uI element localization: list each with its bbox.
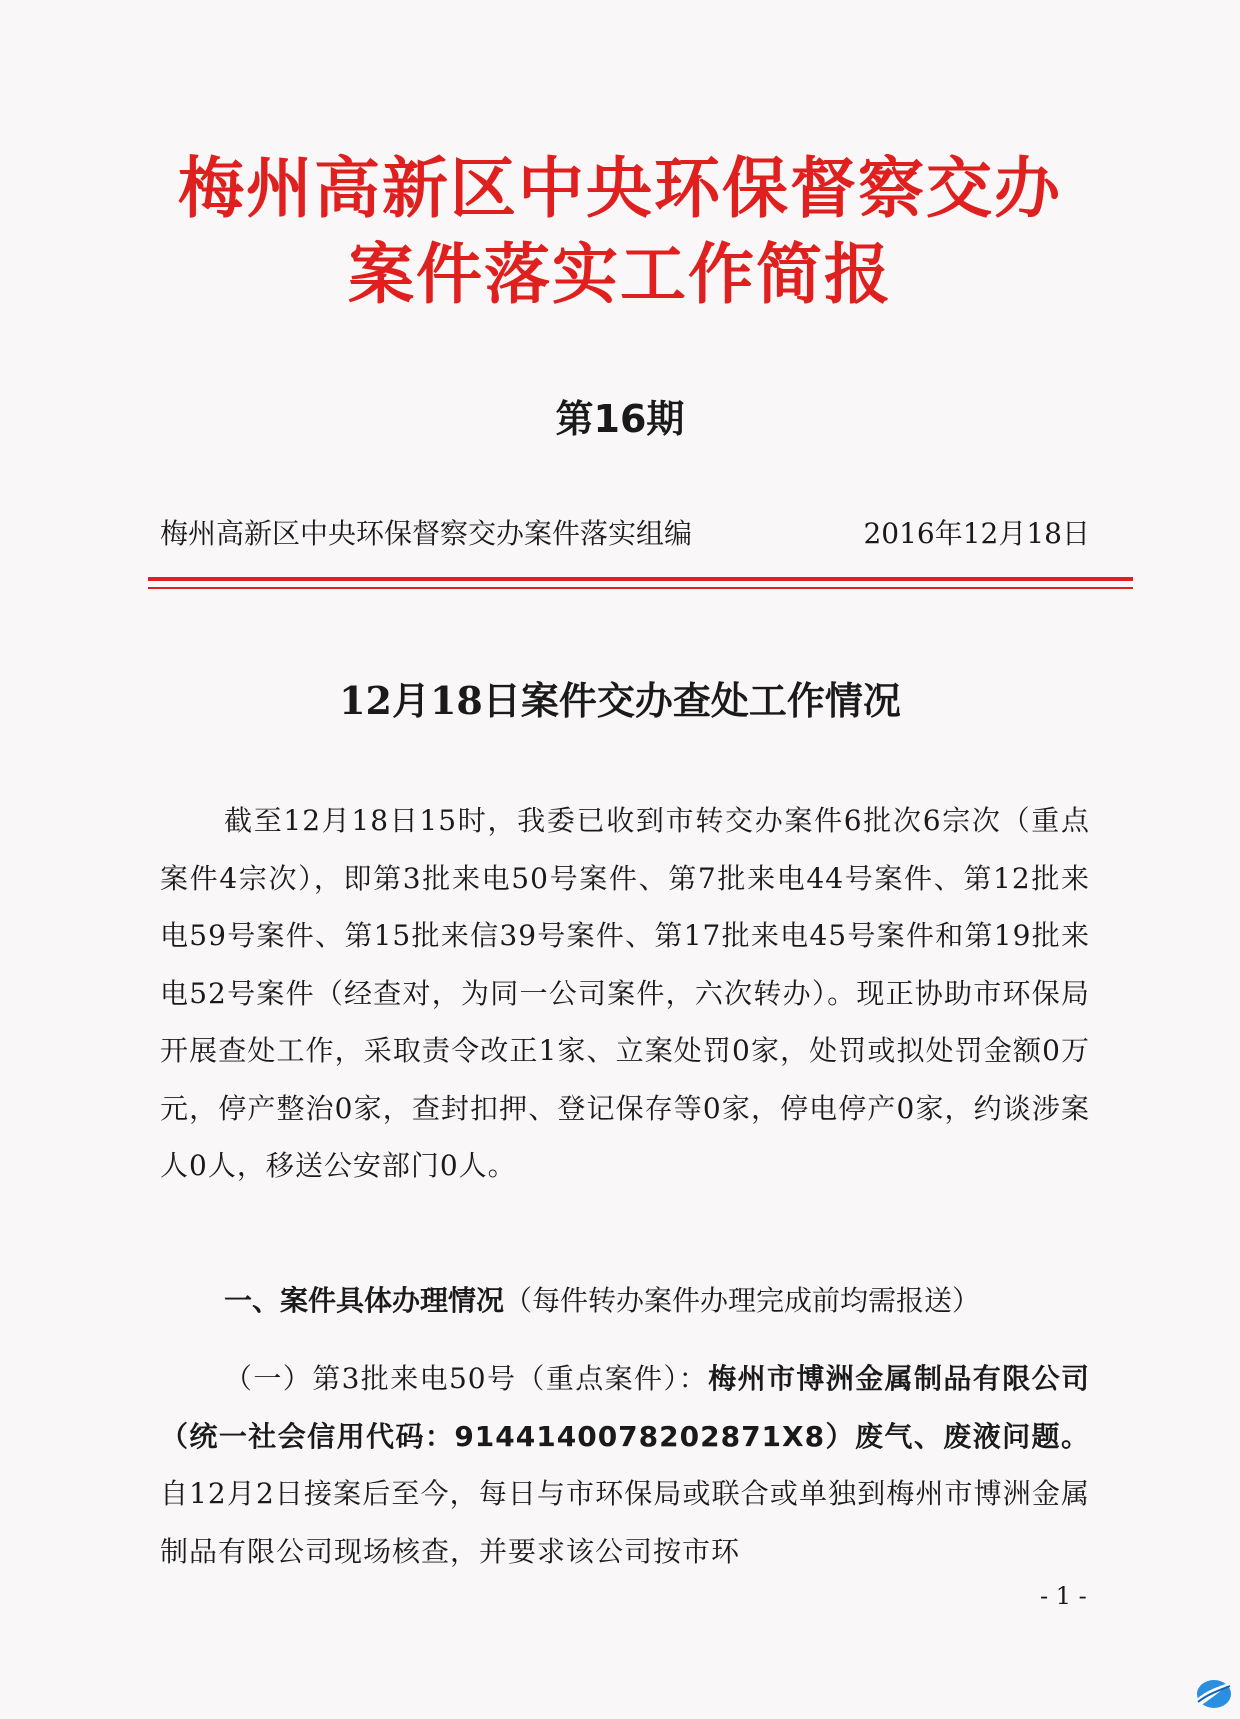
case-paragraph <box>160 1350 1090 1580</box>
issue-number: 第16期 <box>555 397 685 441</box>
section-title: 案件具体办理情况 <box>280 1284 505 1317</box>
summary-paragraph: 截至12月18日15时，我委已收到市转交办案件6批次6宗次（重点案件4宗次），即第3批来电50号案件、第7批来电44号案件、第12批来电59号案件、第15批来信39号案件、第17批来电45号案件和第19批来电52号案件（经查对，为同一公司案件，六次转办）。现正协助市环保局开展查处工作，采取责令改正1家、立案处罚0家，处罚或拟处罚金额0万元，停产整治0家，查封扣押、登记保存等0家，停电停产0家，约谈涉案人0人，移送公安部门0人。 <box>160 804 1090 1182</box>
section-number: 一、 <box>224 1284 281 1317</box>
case-company-issue: 梅州市博洲金属制品有限公司（统一社会信用代码：9144140078202871X8）废气、废液问题。 <box>160 1362 1090 1453</box>
page-number: - 1 - <box>1040 1582 1087 1610</box>
editor-line <box>160 512 1090 552</box>
case-detail: 自12月2日接案后至今，每日与市环保局或联合或单独到梅州市博洲金属制品有限公司现场核查，并要求该公司按市环 <box>160 1477 1090 1568</box>
document-title: 12月18日案件交办查处工作情况 <box>339 678 901 723</box>
section-heading-1 <box>224 1272 980 1330</box>
masthead-title-line1: 梅州高新区中央环保督察交办 <box>178 150 1062 227</box>
editor-organization: 梅州高新区中央环保督察交办案件落实组编 <box>160 517 693 550</box>
blue-swoosh-logo-icon <box>1192 1676 1234 1712</box>
red-rule-thick <box>148 577 1133 581</box>
case-prefix: （一）第3批来电50号（重点案件）： <box>224 1362 709 1395</box>
masthead-title-line2: 案件落实工作简报 <box>348 236 892 313</box>
editor-date: 2016年12月18日 <box>863 517 1090 550</box>
red-rule-thin <box>148 587 1133 589</box>
section-note: （每件转办案件办理完成前均需报送） <box>504 1284 981 1317</box>
